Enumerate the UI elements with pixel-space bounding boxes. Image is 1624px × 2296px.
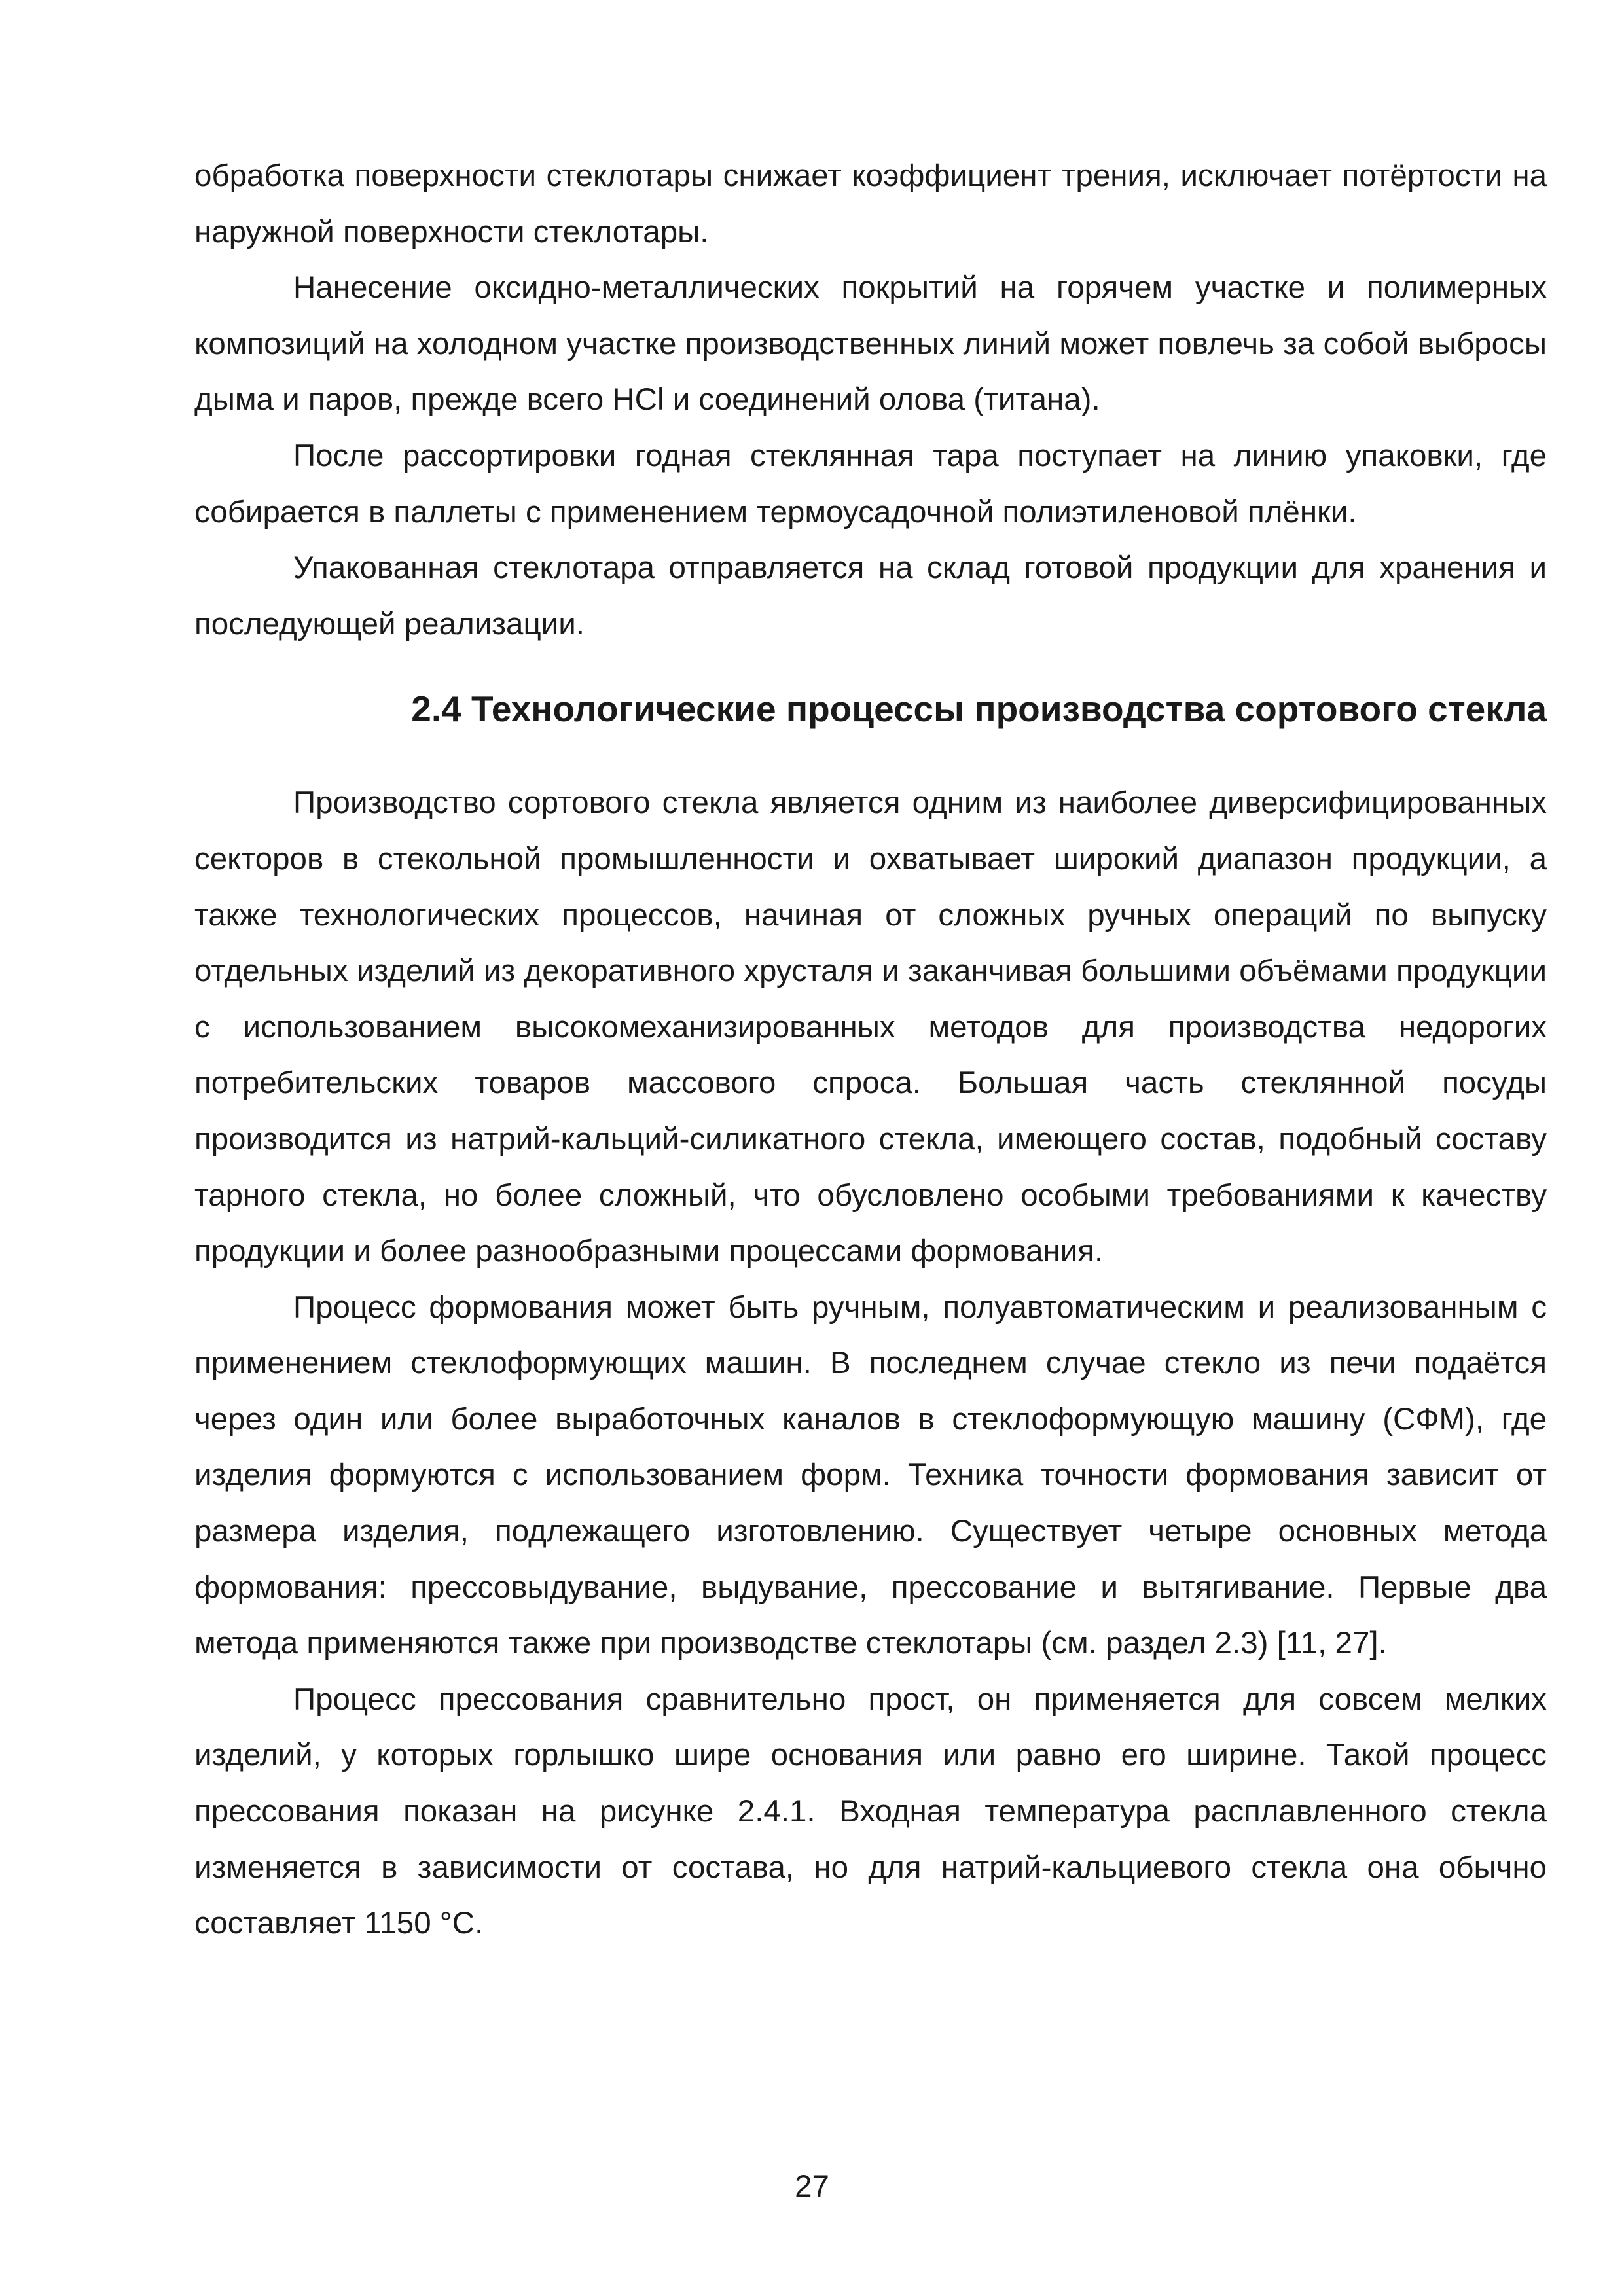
paragraph: обработка поверхности стеклотары снижает коэффициент трения, исключает потёртости на наружной поверхности стеклотары. [194, 158, 1547, 249]
document-page [194, 148, 1547, 1952]
heading-spacer [194, 732, 1547, 775]
page-number: 27 [795, 2169, 829, 2204]
paragraph: Производство сортового стекла является одним из наиболее диверсифицированных секторов в стекольной промышленности и охватывает широкий диапазон продукции, а также технологических процессов, начиная от сложных ручных операций по выпуску отдельных изделий из декоративного хрусталя и заканчивая большими объёмами продукции с использованием высокомеханизированных методов для производства недорогих потребительских товаров массового спроса. Большая часть стеклянной посуды производится из натрий-кальций-силикатного стекла, имеющего состав, подобный составу тарного стекла, но более сложный, что обусловлено особыми требованиями к качеству продукции и более разнообразными процессами формования. [194, 785, 1547, 1269]
paragraph: Упакованная стеклотара отправляется на склад готовой продукции для хранения и последующей реализации. [194, 550, 1547, 641]
paragraph: После рассортировки годная стеклянная тара поступает на линию упаковки, где собирается в паллеты с применением термоусадочной полиэтиленовой плёнки. [194, 438, 1547, 529]
paragraph: Процесс формования может быть ручным, полуавтоматическим и реализованным с применением стеклоформующих машин. В последнем случае стекло из печи подаётся через один или более выработочных каналов в стеклоформующую машину (СФМ), где изделия формуются с использованием форм. Техника точности формования зависит от размера изделия, подлежащего изготовлению. Существует четыре основных метода формования: прессовыдувание, выдувание, прессование и вытягивание. Первые два метода применяются также при производстве стеклотары (см. раздел 2.3) [11, 27]. [194, 1289, 1547, 1661]
section-heading: 2.4 Технологические процессы производства сортового стекла [411, 689, 1547, 730]
paragraph: Нанесение оксидно-металлических покрытий на горячем участке и полимерных композиций на холодном участке производственных линий может повлечь за собой выбросы дыма и паров, прежде всего HCl и соединений олова (титана). [194, 270, 1547, 418]
paragraph: Процесс прессования сравнительно прост, он применяется для совсем мелких изделий, у которых горлышко шире основания или равно его ширине. Такой процесс прессования показан на рисунке 2.4.1. Входная температура расплавленного стекла изменяется в зависимости от состава, но для натрий-кальциевого стекла она обычно составляет 1150 °C. [194, 1681, 1547, 1941]
